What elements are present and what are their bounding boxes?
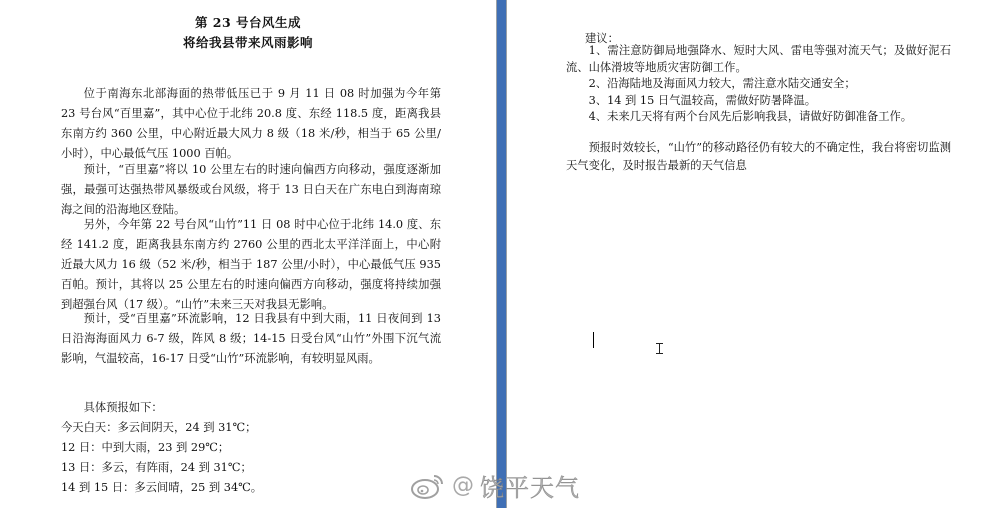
weibo-watermark (410, 468, 580, 502)
paragraph-typhoon-22: 另外，今年第 22 号台风“山竹”11 日 08 时中心位于北纬 14.0 度、东经 141.2 度，距离我县东南方约 2760 公里的西北太平洋洋面上，中心附近最大风力 16 级（52 米/秒，相当于 187 公里/小时），中心最低气压 935 百帕。预计，其将以 25 公里左右的时速向偏西方向移动，强度将持续加强到超强台风（17 级）。“山竹”未来三天对我县无影响。 (61, 218, 441, 311)
watermark-at-sign: @ (452, 472, 474, 498)
document-page-left[interactable] (0, 0, 497, 508)
ibeam-cursor-icon (656, 343, 663, 354)
advice-item: 2、沿海陆地及海面风力较大，需注意水陆交通安全； (588, 77, 856, 90)
document-title-line2: 将给我县带来风雨影响 (182, 35, 313, 50)
forecast-item: 12 日：中到大雨，23 到 29℃； (61, 441, 230, 454)
advice-heading: 建议： (585, 32, 619, 45)
forecast-item: 今天白天：多云间阴天，24 到 31℃； (61, 421, 257, 434)
paragraph-local-impact: 预计，受“百里嘉”环流影响，12 日我县有中到大雨，11 日夜间到 13 日沿海海面风力 6-7 级，阵风 8 级；14-15 日受台风“山竹”外围下沉气流影响，气温较高，16-17 日受“山竹”环流影响，有较明显风雨。 (61, 312, 441, 365)
advice-item: 4、未来几天将有两个台风先后影响我县，请做好防御准备工作。 (588, 110, 913, 123)
forecast-heading: 具体预报如下： (83, 401, 163, 414)
paragraph-typhoon-23-forecast: 预计，“百里嘉”将以 10 公里左右的时速向偏西方向移动，强度逐渐加强，最强可达强热带风暴级或台风级，将于 13 日白天在广东电白到海南琼海之间的沿海地区登陆。 (61, 163, 441, 216)
paragraph-typhoon-23: 位于南海东北部海面的热带低压已于 9 月 11 日 08 时加强为今年第 23 号台风“百里嘉”，其中心位于北纬 20.8 度、东经 118.5 度，距离我县东南方约 360 公里，中心附近最大风力 8 级（18 米/秒，相当于 65 公里/小时），中心最低气压 1000 百帕。 (61, 87, 441, 160)
document-title-line1: 第 23 号台风生成 (194, 15, 302, 30)
advice-item: 3、14 到 15 日气温较高，需做好防暑降温。 (588, 93, 817, 107)
forecast-list (61, 418, 441, 498)
advice-list (566, 43, 951, 126)
advice-item: 1、需注意防御局地强降水、短时大风、雷电等强对流天气；及做好泥石流、山体滑坡等地质灾害防御工作。 (566, 44, 951, 74)
forecast-item: 13 日：多云，有阵雨，24 到 31℃； (61, 461, 252, 474)
watermark-account-name: 饶平天气 (480, 473, 580, 502)
page-gutter (497, 0, 506, 508)
forecast-uncertainty-note: 预报时效较长，“山竹”的移动路径仍有较大的不确定性，我台将密切监测天气变化，及时报告最新的天气信息 (566, 141, 951, 172)
forecast-item: 14 到 15 日：多云间晴，25 到 34℃。 (61, 481, 263, 494)
weibo-logo-icon (410, 470, 446, 500)
text-caret (593, 332, 594, 348)
